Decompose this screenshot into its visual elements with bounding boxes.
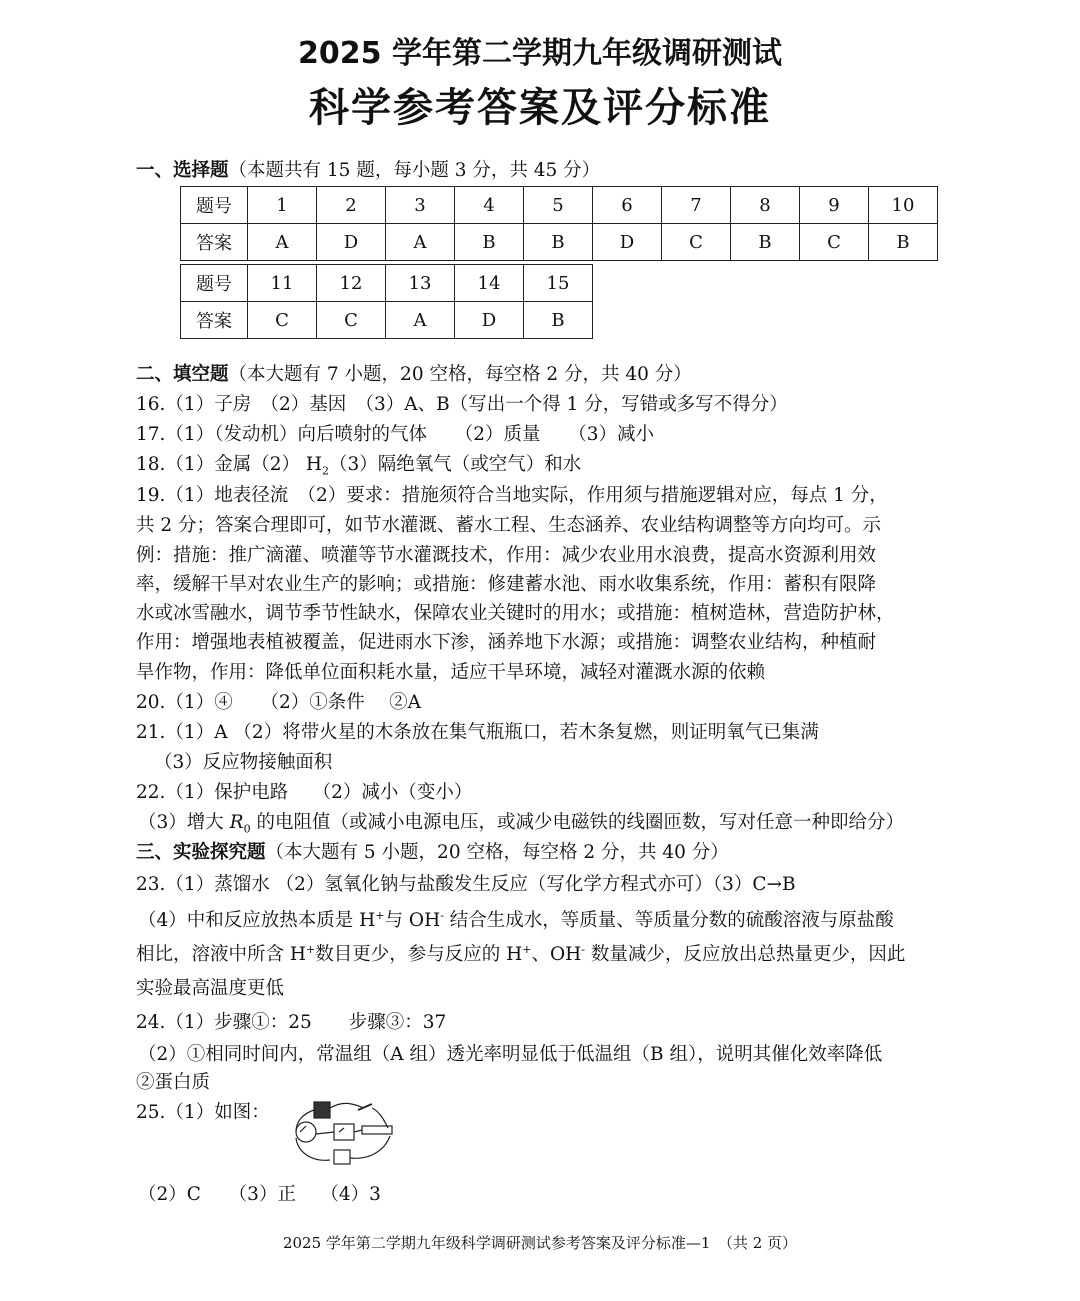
answer-22-line2 — [138, 808, 904, 836]
answer-20: 20.（1）④ （2）①条件 ②A — [136, 692, 421, 713]
q-cell: 15 — [524, 265, 593, 302]
label-cell: 题号 — [181, 187, 248, 224]
text-span: 与 OH — [384, 910, 441, 931]
answer-24-line2: （2）①相同时间内，常温组（A 组）透光率明显低于低温组（B 组），说明其催化效率降低 — [138, 1044, 883, 1065]
answer-23-line4: 实验最高温度更低 — [136, 978, 285, 999]
battery-icon — [314, 1102, 330, 1118]
a-cell: B — [869, 224, 938, 261]
answer-table-row1 — [180, 186, 938, 261]
answer-18 — [136, 450, 581, 478]
a-cell: A — [386, 302, 455, 339]
a-cell: C — [248, 302, 317, 339]
section2-note: （本大题有 7 小题，20 空格，每空格 2 分，共 40 分） — [228, 364, 692, 385]
answer-22-part2: 的电阻值（或减小电源电压，或减少电磁铁的线圈匝数，写对任意一种即给分） — [250, 812, 904, 833]
answer-18-part1: 18.（1）金属（2） H — [136, 454, 322, 475]
answer-19-line2: 共 2 分；答案合理即可，如节水灌溉、蓄水工程、生态涵养、农业结构调整等方向均可。示 — [136, 515, 882, 536]
answer-22-part1: （3）增大 — [138, 812, 230, 833]
q-cell: 8 — [731, 187, 800, 224]
table-row — [181, 187, 938, 224]
label-cell: 题号 — [181, 265, 248, 302]
answer-25-line2: （2）C （3）正 （4）3 — [138, 1184, 381, 1205]
label-cell: 答案 — [181, 224, 248, 261]
resistor-icon — [334, 1150, 350, 1164]
a-cell: B — [731, 224, 800, 261]
a-cell: B — [455, 224, 524, 261]
answer-25-line1: 25.（1）如图： — [136, 1102, 270, 1123]
section2-title: 二、填空题 — [136, 364, 229, 385]
a-cell: B — [524, 224, 593, 261]
text-span: （4）中和反应放热本质是 H — [138, 910, 376, 931]
superscript: + — [522, 942, 532, 956]
q-cell: 13 — [386, 265, 455, 302]
text-span: 结合生成水，等质量、等质量分数的硫酸溶液与原盐酸 — [443, 910, 894, 931]
answer-23-line1: 23.（1）蒸馏水 （2）氢氧化钠与盐酸发生反应（写化学方程式亦可）（3）C→B — [136, 874, 796, 895]
subscript: 0 — [243, 822, 251, 836]
label-cell: 答案 — [181, 302, 248, 339]
superscript: + — [306, 942, 316, 956]
a-cell: D — [455, 302, 524, 339]
resistor-symbol: R — [229, 812, 244, 833]
q-cell: 11 — [248, 265, 317, 302]
answer-19-line3: 例：措施：推广滴灌、喷灌等节水灌溉技术，作用：减少农业用水浪费，提高水资源利用效 — [136, 545, 877, 566]
text-span: 相比，溶液中所含 H — [136, 944, 307, 965]
answer-19-line7: 旱作物，作用：降低单位面积耗水量，适应干旱环境，减轻对灌溉水源的依赖 — [136, 662, 766, 683]
title-line2: 科学参考答案及评分标准 — [309, 85, 771, 131]
table-row — [181, 302, 593, 339]
answer-21-line1: 21.（1）A （2）将带火星的木条放在集气瓶瓶口，若木条复燃，则证明氧气已集满 — [136, 722, 819, 743]
answer-21-line2: （3）反应物接触面积 — [154, 752, 333, 773]
answer-24-line3: ②蛋白质 — [136, 1072, 211, 1093]
answer-table-row2 — [180, 264, 593, 339]
q-cell: 9 — [800, 187, 869, 224]
q-cell: 2 — [317, 187, 386, 224]
q-cell: 12 — [317, 265, 386, 302]
subscript: 2 — [321, 464, 329, 478]
q-cell: 3 — [386, 187, 455, 224]
answer-19-line4: 率，缓解干旱对农业生产的影响；或措施：修建蓄水池、雨水收集系统，作用：蓄积有限降 — [136, 574, 877, 595]
section1-note: （本题共有 15 题，每小题 3 分，共 45 分） — [228, 160, 601, 181]
page-footer: 2025 学年第二学期九年级科学调研测试参考答案及评分标准—1 （共 2 页） — [282, 1234, 798, 1252]
meter-icon — [334, 1124, 354, 1140]
superscript: + — [375, 908, 385, 922]
meter-icon — [296, 1122, 316, 1142]
a-cell: D — [317, 224, 386, 261]
answer-24-line1: 24.（1）步骤①：25 步骤③：37 — [136, 1012, 447, 1033]
answer-23-line2 — [138, 906, 894, 932]
answer-19-line5: 水或冰雪融水，调节季节性缺水，保障农业关键时的用水；或措施：植树造林，营造防护林， — [136, 603, 895, 624]
a-cell: D — [593, 224, 662, 261]
text-span: 数目更少，参与反应的 H — [315, 944, 523, 965]
answer-18-part2: （3）隔绝氧气（或空气）和水 — [328, 454, 582, 475]
a-cell: C — [317, 302, 386, 339]
q-cell: 5 — [524, 187, 593, 224]
a-cell: C — [800, 224, 869, 261]
answer-19-line6: 作用：增强地表植被覆盖，促进雨水下渗，涵养地下水源；或措施：调整农业结构，种植耐 — [136, 632, 877, 653]
text-span: 、OH — [531, 944, 582, 965]
circuit-diagram — [284, 1098, 406, 1172]
section1-title: 一、选择题 — [136, 160, 229, 181]
q-cell: 1 — [248, 187, 317, 224]
q-cell: 14 — [455, 265, 524, 302]
q-cell: 10 — [869, 187, 938, 224]
answer-19-line1: 19.（1）地表径流 （2）要求：措施须符合当地实际，作用须与措施逻辑对应，每点 1 分， — [136, 485, 888, 506]
q-cell: 6 — [593, 187, 662, 224]
answer-17: 17.（1）（发动机）向后喷射的气体 （2）质量 （3）减小 — [136, 424, 654, 445]
section3-heading — [136, 838, 729, 864]
superscript: - — [440, 908, 444, 922]
a-cell: A — [386, 224, 455, 261]
superscript: - — [581, 942, 585, 956]
a-cell: B — [524, 302, 593, 339]
section1-heading — [136, 156, 600, 182]
section3-title: 三、实验探究题 — [136, 842, 266, 863]
answer-16: 16.（1）子房 （2）基因 （3）A、B（写出一个得 1 分，写错或多写不得分） — [136, 394, 788, 415]
a-cell: C — [662, 224, 731, 261]
table-row — [181, 265, 593, 302]
answer-22-line1: 22.（1）保护电路 （2）减小（变小） — [136, 782, 473, 803]
section3-note: （本大题有 5 小题，20 空格，每空格 2 分，共 40 分） — [265, 842, 729, 863]
answer-23-line3 — [136, 940, 905, 966]
section2-heading — [136, 360, 692, 386]
a-cell: A — [248, 224, 317, 261]
q-cell: 4 — [455, 187, 524, 224]
table-row — [181, 224, 938, 261]
text-span: 数量减少，反应放出总热量更少，因此 — [585, 944, 906, 965]
title-line1: 2025 学年第二学期九年级调研测试 — [298, 36, 782, 71]
q-cell: 7 — [662, 187, 731, 224]
